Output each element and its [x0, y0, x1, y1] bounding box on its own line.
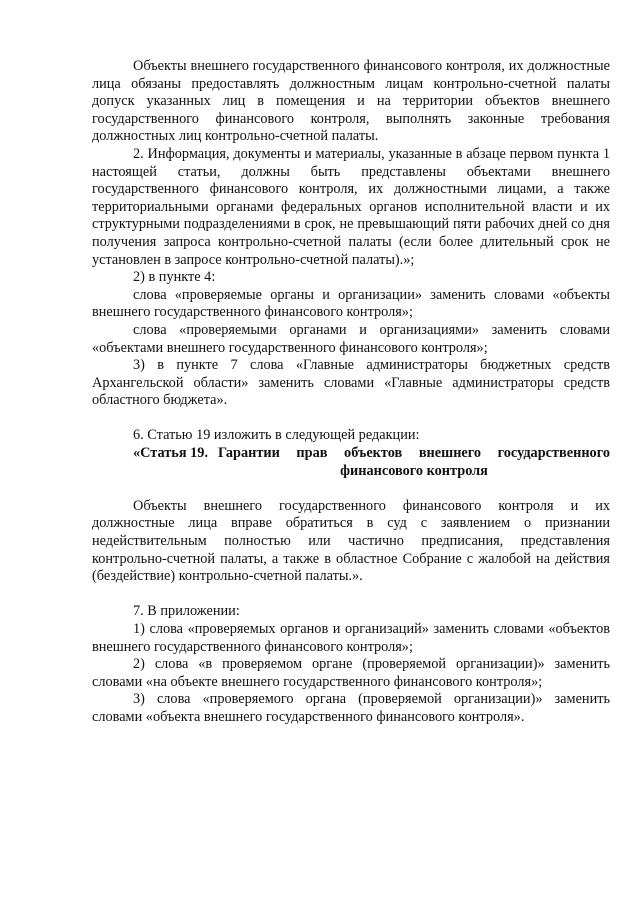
paragraph-appendix-heading: 7. В приложении:	[133, 603, 240, 620]
article-label: «Статья 19.	[133, 445, 209, 462]
paragraph-replace-checked-bodies-instrumental: слова «проверяемыми органами и организациями» заменить словами «объектами внешнего государственного финансового контроля»;	[92, 321, 610, 356]
article-19-heading	[92, 445, 610, 480]
paragraph-item-2-information: 2. Информация, документы и материалы, указанные в абзаце первом пункта 1 настоящей статьи, должны быть представлены объектами внешнего государственного финансового контроля, их должностными лицами, а также территориальными органами федеральных органов исполнительной власти и их структурными подразделениями в срок, не превышающий пяти рабочих дней со дня получения запроса контрольно-счетной палаты (если более длительный срок не установлен в запросе контрольно-счетной палаты).»;	[92, 145, 610, 268]
document-page	[92, 58, 610, 727]
paragraph-article-19-heading-intro: 6. Статью 19 изложить в следующей редакции:	[133, 427, 420, 444]
paragraph-point-7: 3) в пункте 7 слова «Главные администраторы бюджетных средств Архангельской области» заменить словами «Главные администраторы средств областного бюджета».	[92, 357, 610, 409]
article-title: Гарантии прав объектов внешнего государственного финансового контроля	[218, 445, 610, 479]
paragraph-objects-obligations: Объекты внешнего государственного финансового контроля, их должностные лица обязаны предоставлять должностным лицам контрольно-счетной палаты допуск указанных лиц в помещения и на территории объектов внешнего государственного финансового контроля, выполнять законные требования должностных лиц контрольно-счетной палаты.	[92, 58, 610, 145]
paragraph-appendix-item-1: 1) слова «проверяемых органов и организаций» заменить словами «объектов внешнего государственного финансового контроля»;	[92, 621, 610, 655]
paragraph-replace-checked-bodies: слова «проверяемые органы и организации» заменить словами «объекты внешнего государственного финансового контроля»;	[92, 286, 610, 321]
article-19-body: Объекты внешнего государственного финансового контроля и их должностные лица вправе обратиться в суд с заявлением о признании недействительным полностью или частично предписания, представления контрольно-счетной палаты, а также в областное Собрание с жалобой на действия (бездействие) контрольно-счетной палаты.».	[92, 497, 610, 585]
paragraph-appendix-item-3: 3) слова «проверяемого органа (проверяемой организации)» заменить словами «объекта внешнего государственного финансового контроля».	[92, 691, 610, 725]
paragraph-appendix-item-2: 2) слова «в проверяемом органе (проверяемой организации)» заменить словами «на объекте внешнего государственного финансового контроля»;	[92, 656, 610, 690]
paragraph-point-4: 2) в пункте 4:	[133, 269, 216, 286]
